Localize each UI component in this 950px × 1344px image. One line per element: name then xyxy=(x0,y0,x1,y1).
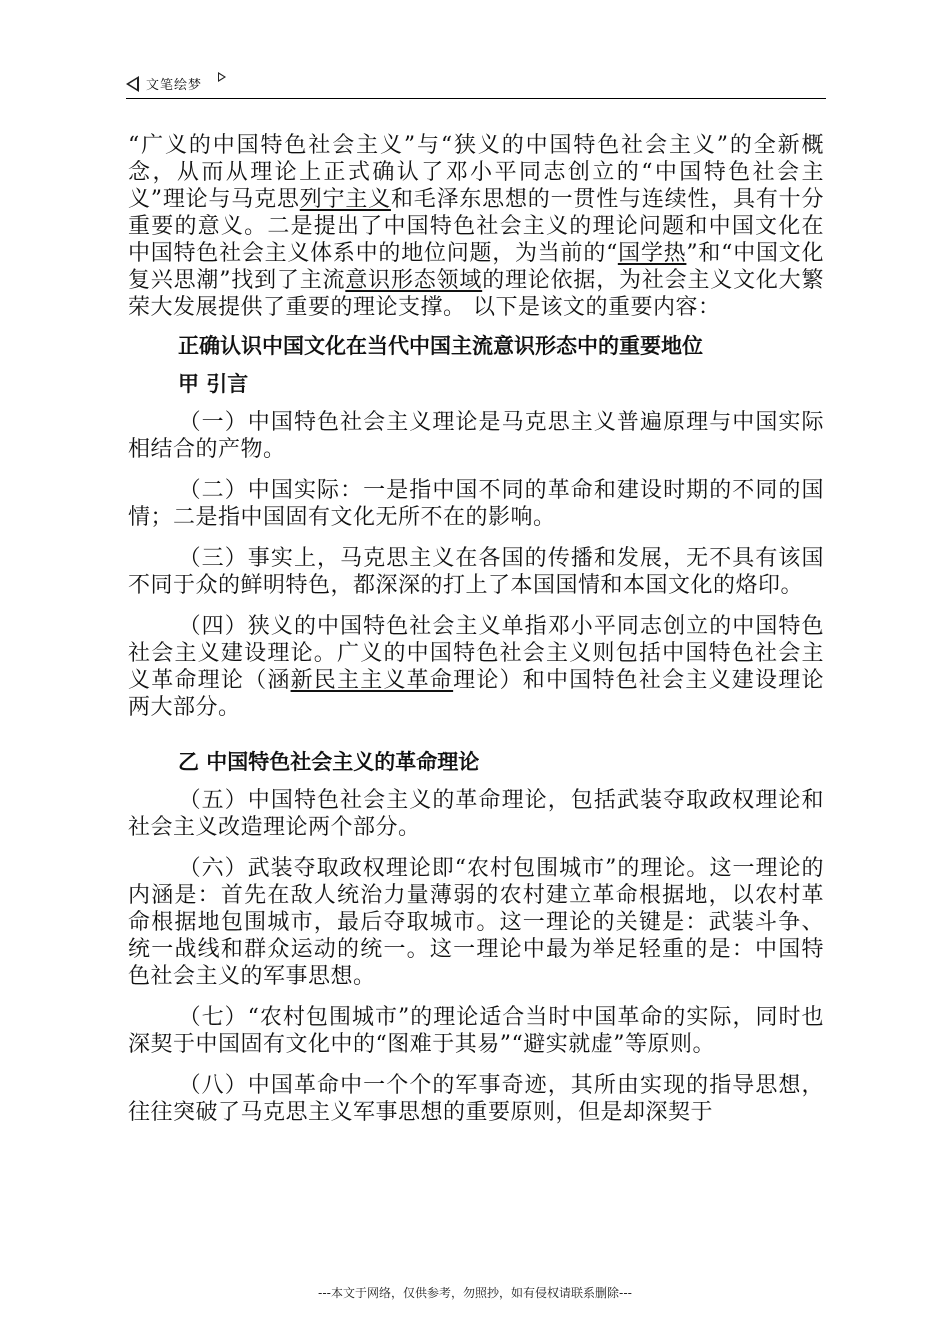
link-ideology-field[interactable]: 意识形态领域 xyxy=(345,268,483,293)
intro-text-b: 和毛泽东思想的一贯性与连续性，具有十分重要的意义。二是提出了中国特色社会主义的理论问题和中国文化在中国特色社会主义体系中的地位问题，为当前的“ xyxy=(128,187,824,266)
paragraph-5: （五）中国特色社会主义的革命理论，包括武装夺取政权理论和社会主义改造理论两个部分。 xyxy=(128,788,824,840)
link-new-democratic-revolution[interactable]: 新民主主义革命 xyxy=(290,668,454,693)
section-heading-jia: 甲 引言 xyxy=(178,372,249,396)
link-leninism[interactable]: 列宁主义 xyxy=(299,187,391,212)
triangle-right-icon xyxy=(218,72,226,82)
document-body xyxy=(128,132,824,1126)
link-guoxuere[interactable]: 国学热 xyxy=(617,241,687,266)
page-footer-disclaimer: ---本文于网络，仅供参考，勿照抄，如有侵权请联系删除--- xyxy=(318,1286,632,1300)
section-heading-yi: 乙 中国特色社会主义的革命理论 xyxy=(178,750,480,774)
intro-paragraph xyxy=(128,132,824,321)
intro-text-d: 的理论依据，为社会主义文化大繁荣大发展提供了重要的理论支撑。 以下是该文的重要内容： xyxy=(128,268,824,320)
page-header xyxy=(126,64,826,99)
paragraph-6: （六）武装夺取政权理论即“农村包围城市”的理论。这一理论的内涵是：首先在敌人统治力量薄弱的农村建立革命根据地，以农村革命根据地包围城市，最后夺取城市。这一理论的关键是：武装斗争、统一战线和群众运动的统一。这一理论中最为举足轻重的是：中国特色社会主义的军事思想。 xyxy=(128,856,824,989)
paragraph-1: （一）中国特色社会主义理论是马克思主义普遍原理与中国实际相结合的产物。 xyxy=(128,410,824,462)
paragraph-4-text-a: （四）狭义的中国特色社会主义单指邓小平同志创立的中国特色社会主义建设理论。广义的中国特色社会主义则包括中国特色社会主义革命理论（涵 xyxy=(128,614,824,693)
header-brand: 文笔绘梦 xyxy=(146,78,203,93)
intro-text-a: “广义的中国特色社会主义”与“狭义的中国特色社会主义”的全新概念，从而从理论上正式确认了邓小平同志创立的“中国特色社会主义”理论与马克思 xyxy=(128,133,824,212)
triangle-left-icon xyxy=(126,76,139,92)
intro-text-c: ”和“中国文化复兴思潮”找到了主流 xyxy=(128,241,824,293)
paragraph-3: （三）事实上，马克思主义在各国的传播和发展，无不具有该国不同于众的鲜明特色，都深深的打上了本国国情和本国文化的烙印。 xyxy=(128,546,824,598)
paragraph-4-text-b: 理论）和中国特色社会主义建设理论两大部分。 xyxy=(128,668,824,720)
article-title: 正确认识中国文化在当代中国主流意识形态中的重要地位 xyxy=(178,334,703,358)
paragraph-8: （八）中国革命中一个个的军事奇迹，其所由实现的指导思想，往往突破了马克思主义军事思想的重要原则，但是却深契于 xyxy=(128,1073,824,1125)
paragraph-4 xyxy=(128,613,824,721)
paragraph-7: （七）“农村包围城市”的理论适合当时中国革命的实际，同时也深契于中国固有文化中的“图难于其易”“避实就虚”等原则。 xyxy=(128,1005,824,1057)
paragraph-2: （二）中国实际：一是指中国不同的革命和建设时期的不同的国情；二是指中国固有文化无所不在的影响。 xyxy=(128,478,824,530)
